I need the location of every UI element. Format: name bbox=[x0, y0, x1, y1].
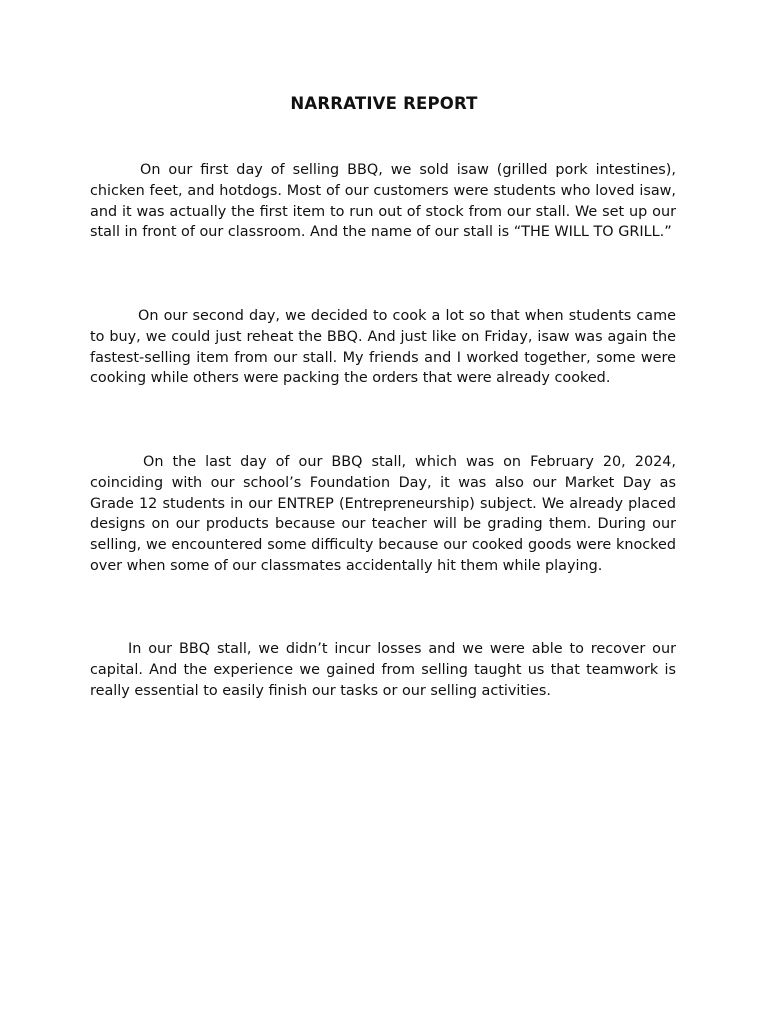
paragraph-conclusion: In our BBQ stall, we didn’t incur losses and we were able to recover our capital. And the experience we gained from selling taught us that teamwork is really essential to easily finish our tasks or our selling activities. bbox=[90, 641, 676, 699]
paragraph-second-day: On our second day, we decided to cook a lot so that when students came to buy, we could just reheat the BBQ. And just like on Friday, isaw was again the fastest-selling item from our stall. My friends and I worked together, some were cooking while others were packing the orders that were already cooked. bbox=[90, 308, 676, 387]
report-title: NARRATIVE REPORT bbox=[290, 94, 478, 113]
paragraph-first-day: On our first day of selling BBQ, we sold isaw (grilled pork intestines), chicken feet, and hotdogs. Most of our customers were students who loved isaw, and it was actually the first item to run out of stock from our stall. We set up our stall in front of our classroom. And the name of our stall is “THE WILL TO GRILL.” bbox=[90, 162, 676, 241]
paragraph-last-day: On the last day of our BBQ stall, which was on February 20, 2024, coinciding with our school’s Foundation Day, it was also our Market Day as Grade 12 students in our ENTREP (Entrepreneurship) subject. We already placed designs on our products because our teacher will be grading them. During our selling, we encountered some difficulty because our cooked goods were knocked over when some of our classmates accidentally hit them while playing. bbox=[90, 454, 676, 574]
